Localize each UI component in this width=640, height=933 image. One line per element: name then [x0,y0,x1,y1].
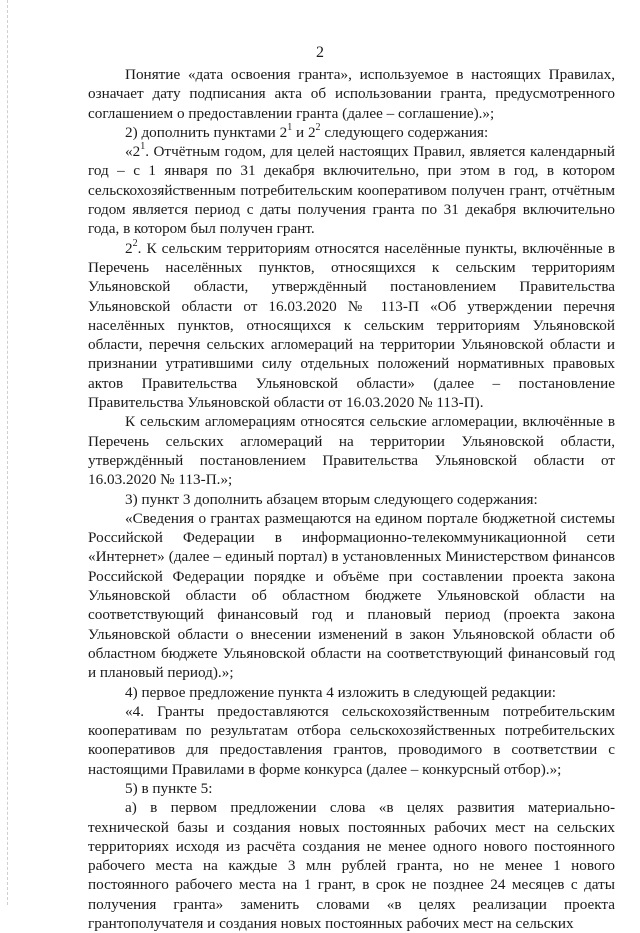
paragraph: «$2^1$. Отчётным годом, для целей настоящих Правил, является календарный год – с 1 января по 31 декабря включительно, при этом в год, в котором сельскохозяйственным потребительским кооперативом получен грант, отчётным годом является период с даты получения гранта по 31 декабря включительно года, в котором был получен грант. [88,141,615,238]
paragraph: 4) первое предложение пункта 4 изложить в следующей редакции: [125,683,557,701]
paragraph: а) в первом предложении слова «в целях развития материально-технической базы и создания новых постоянных рабочих мест на сельских территориях исходя из расчёта создания не менее одного нового постоянного рабочего места на каждые 3 млн рублей гранта, но не менее 1 нового постоянного рабочего места на 1 грант, в срок не позднее 24 месяцев с даты получения гранта» заменить словами «в целях реализации проекта грантополучателя и создания новых постоянных рабочих мест на сельских [88,799,615,933]
paragraph: Понятие «дата освоения гранта», используемое в настоящих Правилах, означает дату подписания акта об использовании гранта, предусмотренного соглашением о предоставлении гранта (далее – соглашение).»; [88,66,615,122]
document-body [88,65,615,933]
paragraph: 2) дополнить пунктами $2^1$ и $2^2$ следующего содержания: [125,121,489,141]
paragraph: К сельским агломерациям относятся сельские агломерации, включённые в Перечень сельских агломераций на территории Ульяновской области, утверждённый постановлением Правительства Ульяновской области от 16.03.2020 № 113-П.»; [88,413,615,489]
paragraph: 3) пункт 3 дополнить абзацем вторым следующего содержания: [125,490,538,508]
paragraph: «4. Гранты предоставляются сельскохозяйственным потребительским кооперативам по результатам отбора сельскохозяйственных потребительских кооперативов для предоставления грантов, проводимого в соответствии с настоящими Правилами в форме конкурса (далее – конкурсный отбор).»; [88,702,615,778]
paragraph: «Сведения о грантах размещаются на едином портале бюджетной системы Российской Федерации в информационно-телекоммуникационной сети «Интернет» (далее – единый портал) в установленных Министерством финансов Российской Федерации порядке и объёме при составлении проекта закона Ульяновской области об областном бюджете Ульяновской области на соответствующий финансовый год и плановый период (проекта закона Ульяновской области о внесении изменений в закон Ульяновской области об областном бюджете Ульяновской области на соответствующий финансовый год и плановый период).»; [88,509,615,682]
paragraph: $2^2$. К сельским территориям относятся населённые пункты, включённые в Перечень населённых пунктов, относящихся к сельским территориям Ульяновской области, утверждённый постановлением Правительства Ульяновской области от 16.03.2020 № 113-П «Об утверждении перечня населённых пунктов, относящихся к сельским территориям Ульяновской области, перечня сельских агломераций на территории Ульяновской области и признании утратившими силу отдельных положений нормативных правовых актов Правительства Ульяновской области» (далее – постановление Правительства Ульяновской области от 16.03.2020 № 113-П). [88,237,615,412]
page-number: 2 [316,44,324,61]
page-edge-line [7,0,8,905]
paragraph: 5) в пункте 5: [125,779,213,797]
